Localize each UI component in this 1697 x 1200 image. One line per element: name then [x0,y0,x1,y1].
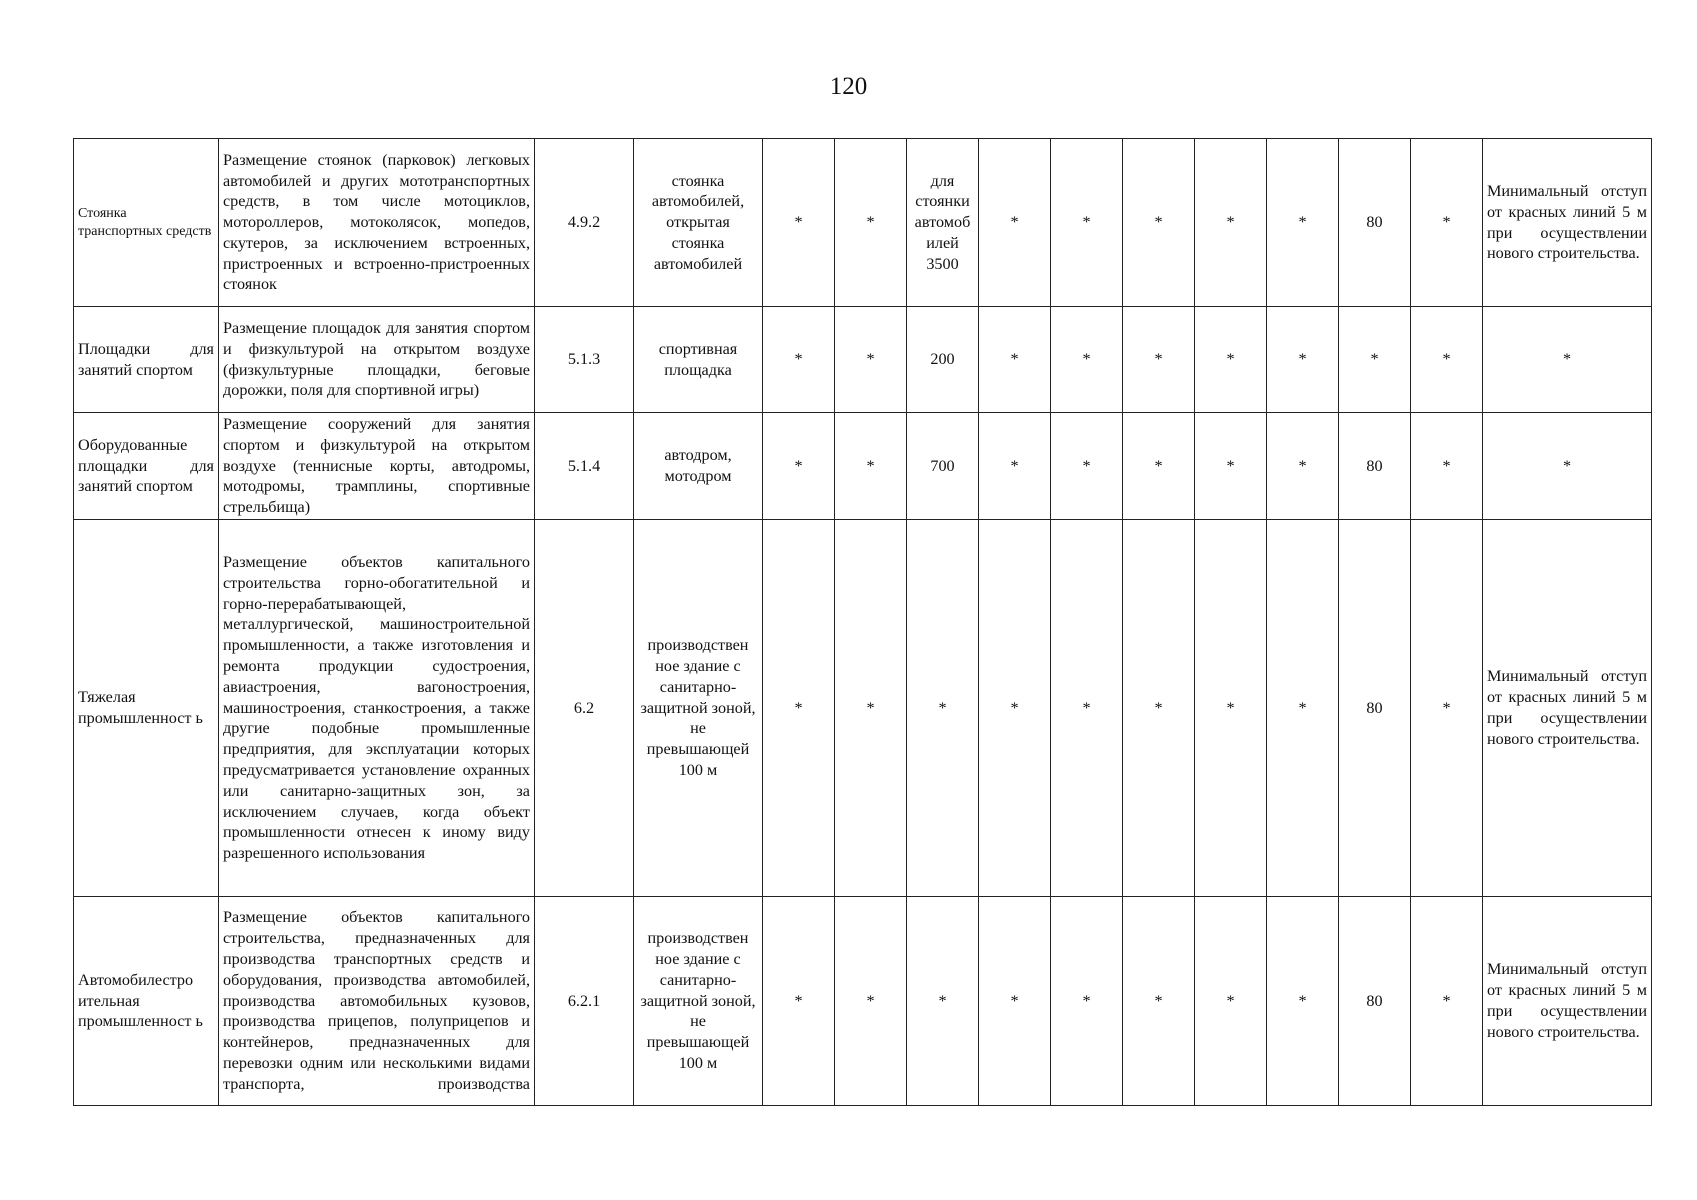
page-number: 120 [829,73,868,100]
param-cell: * [1123,413,1195,520]
land-use-name: Площадки для занятий спортом [74,307,219,413]
table-row [74,307,1652,413]
table-row [74,897,1652,1106]
object-type: спортивная площадка [634,307,763,413]
land-use-name: Стоянка транспортных средств [74,139,219,307]
object-type: автодром, мотодром [634,413,763,520]
param-cell: * [979,139,1051,307]
param-cell: 80 [1339,897,1411,1106]
param-cell: 80 [1339,413,1411,520]
param-cell: * [835,413,907,520]
param-cell: * [1051,413,1123,520]
param-cell: * [1195,520,1267,897]
param-cell: * [1051,139,1123,307]
table-row [74,139,1652,307]
param-cell: * [1411,139,1483,307]
land-use-name: Автомобилестро ительная промышленност ь [74,897,219,1106]
object-type: производствен ное здание с санитарно-защитной зоной, не превышающей 100 м [634,897,763,1106]
param-cell: * [1195,413,1267,520]
param-cell: * [763,520,835,897]
param-cell: * [1267,413,1339,520]
note-cell: Минимальный отступ от красных линий 5 м при осуществлении нового строительства. [1483,897,1652,1106]
param-cell: * [979,307,1051,413]
param-cell: * [763,897,835,1106]
land-use-name: Оборудованные площадки для занятий спортом [74,413,219,520]
param-cell: * [907,520,979,897]
table-row [74,520,1652,897]
param-cell: * [1123,307,1195,413]
param-cell: * [907,897,979,1106]
param-cell: 200 [907,307,979,413]
param-cell: 80 [1339,520,1411,897]
param-cell: * [1123,897,1195,1106]
param-cell: * [1123,520,1195,897]
classifier-code: 6.2 [535,520,634,897]
param-cell: * [763,307,835,413]
classifier-code: 4.9.2 [535,139,634,307]
note-cell: Минимальный отступ от красных линий 5 м при осуществлении нового строительства. [1483,520,1652,897]
classifier-code: 5.1.4 [535,413,634,520]
param-cell: для стоянки автомоб илей 3500 [907,139,979,307]
param-cell: * [835,897,907,1106]
note-cell: * [1483,413,1652,520]
param-cell: * [1411,413,1483,520]
param-cell: 80 [1339,139,1411,307]
param-cell: * [1267,139,1339,307]
land-use-description: Размещение сооружений для занятия спортом и физкультурой на открытом воздухе (теннисные корты, автодромы, мотодромы, трамплины, спортивные стрельбища) [219,413,535,520]
param-cell: * [1123,139,1195,307]
param-cell: * [1267,897,1339,1106]
param-cell: * [1195,897,1267,1106]
land-use-description: Размещение объектов капитального строительства горно-обогатительной и горно-перерабатывающей, металлургической, машиностроительной промышленности, а также изготовления и ремонта продукции судостроения, авиастроения, вагоностроения, машиностроения, станкостроения, а также другие подобные промышленные предприятия, для эксплуатации которых предусматривается установление охранных или санитарно-защитных зон, за исключением случаев, когда объект промышленности отнесен к иному виду разрешенного использования [219,520,535,897]
param-cell: * [1195,139,1267,307]
param-cell: * [1411,897,1483,1106]
param-cell: * [763,413,835,520]
param-cell: * [1051,520,1123,897]
note-cell: * [1483,307,1652,413]
classifier-code: 6.2.1 [535,897,634,1106]
param-cell: * [979,897,1051,1106]
object-type: производствен ное здание с санитарно-защитной зоной, не превышающей 100 м [634,520,763,897]
land-use-name: Тяжелая промышленност ь [74,520,219,897]
param-cell: * [835,307,907,413]
classifier-code: 5.1.3 [535,307,634,413]
object-type: стоянка автомобилей, открытая стоянка автомобилей [634,139,763,307]
param-cell: * [1195,307,1267,413]
param-cell: * [835,520,907,897]
note-cell: Минимальный отступ от красных линий 5 м при осуществлении нового строительства. [1483,139,1652,307]
param-cell: * [1411,520,1483,897]
param-cell: * [1267,520,1339,897]
param-cell: * [835,139,907,307]
param-cell: * [1411,307,1483,413]
param-cell: * [979,520,1051,897]
param-cell: * [1051,307,1123,413]
land-use-description: Размещение объектов капитального строительства, предназначенных для производства транспортных средств и оборудования, производства автомобилей, производства автомобильных кузовов, производства прицепов, полуприцепов и контейнеров, предназначенных для перевозки одним или несколькими видами транспорта, производства [219,897,535,1106]
param-cell: * [1051,897,1123,1106]
param-cell: * [979,413,1051,520]
land-use-description: Размещение стоянок (парковок) легковых автомобилей и других мототранспортных средств, в том числе мотоциклов, мотороллеров, мотоколясок, мопедов, скутеров, за исключением встроенных, пристроенных и встроенно-пристроенных стоянок [219,139,535,307]
param-cell: * [763,139,835,307]
param-cell: * [1339,307,1411,413]
land-use-table [73,138,1652,1106]
param-cell: * [1267,307,1339,413]
table-row [74,413,1652,520]
param-cell: 700 [907,413,979,520]
land-use-description: Размещение площадок для занятия спортом и физкультурой на открытом воздухе (физкультурные площадки, беговые дорожки, поля для спортивной игры) [219,307,535,413]
